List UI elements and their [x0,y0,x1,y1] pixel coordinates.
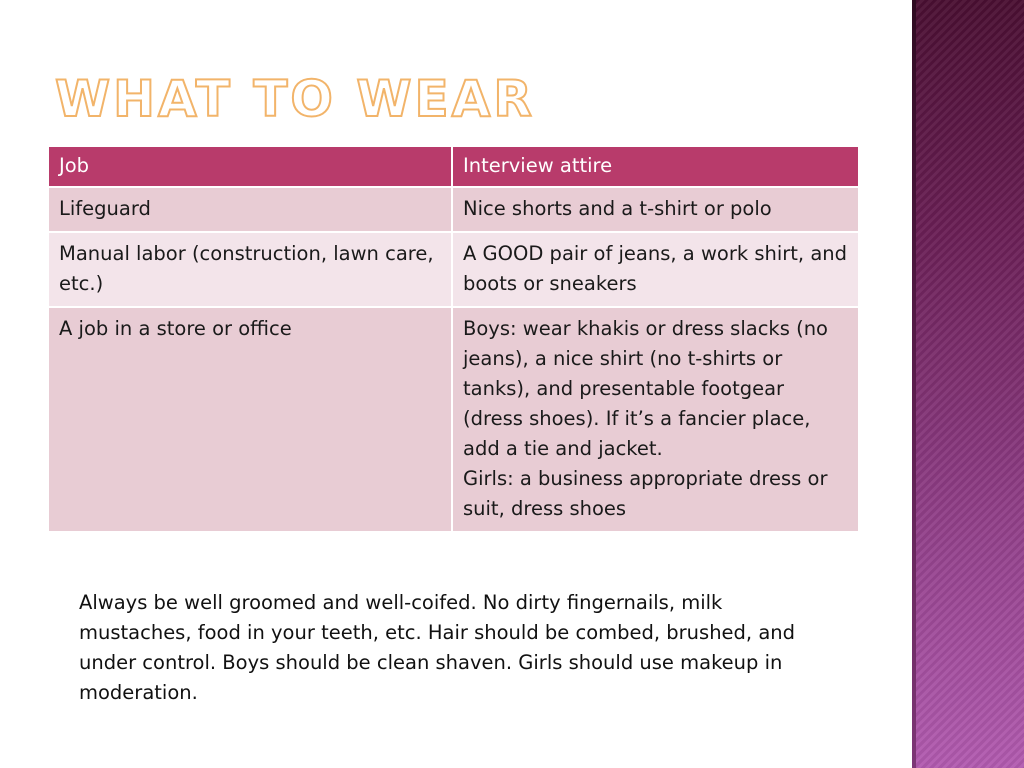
side-band-edge [912,0,916,768]
attire-text-girls: Girls: a business appropriate dress or suit, dress shoes [463,467,828,520]
side-band-texture [912,0,1024,768]
table-header-row [48,146,859,187]
cell-job [48,187,452,232]
attire-table-container [47,145,858,533]
cell-attire [452,307,859,532]
header-interview-attire: Interview attire [452,146,859,187]
table-row [48,232,859,307]
cell-job [48,307,452,532]
attire-table [47,145,860,533]
attire-text-boys: Boys: wear khakis or dress slacks (no jeans), a nice shirt (no t-shirts or tanks), and presentable footgear (dress shoes). If it’s a fancier place, add a tie and jacket. [463,317,828,460]
job-text: Manual labor (construction, lawn care, etc.) [59,242,434,295]
decorative-side-band [912,0,1024,768]
cell-attire [452,232,859,307]
job-text: A job in a store or office [59,317,292,340]
attire-text: A GOOD pair of jeans, a work shirt, and boots or sneakers [463,242,848,295]
table-row [48,187,859,232]
cell-attire [452,187,859,232]
header-job: Job [48,146,452,187]
cell-job [48,232,452,307]
grooming-note: Always be well groomed and well-coifed. No dirty fingernails, milk mustaches, food in your teeth, etc. Hair should be combed, brushed, and under control. Boys should be clean shaven. Girls should use makeup in moderation. [79,591,796,704]
slide-title: WHAT TO WEAR [55,70,535,128]
attire-text: Nice shorts and a t-shirt or polo [463,197,772,220]
job-text: Lifeguard [59,197,151,220]
table-row [48,307,859,532]
